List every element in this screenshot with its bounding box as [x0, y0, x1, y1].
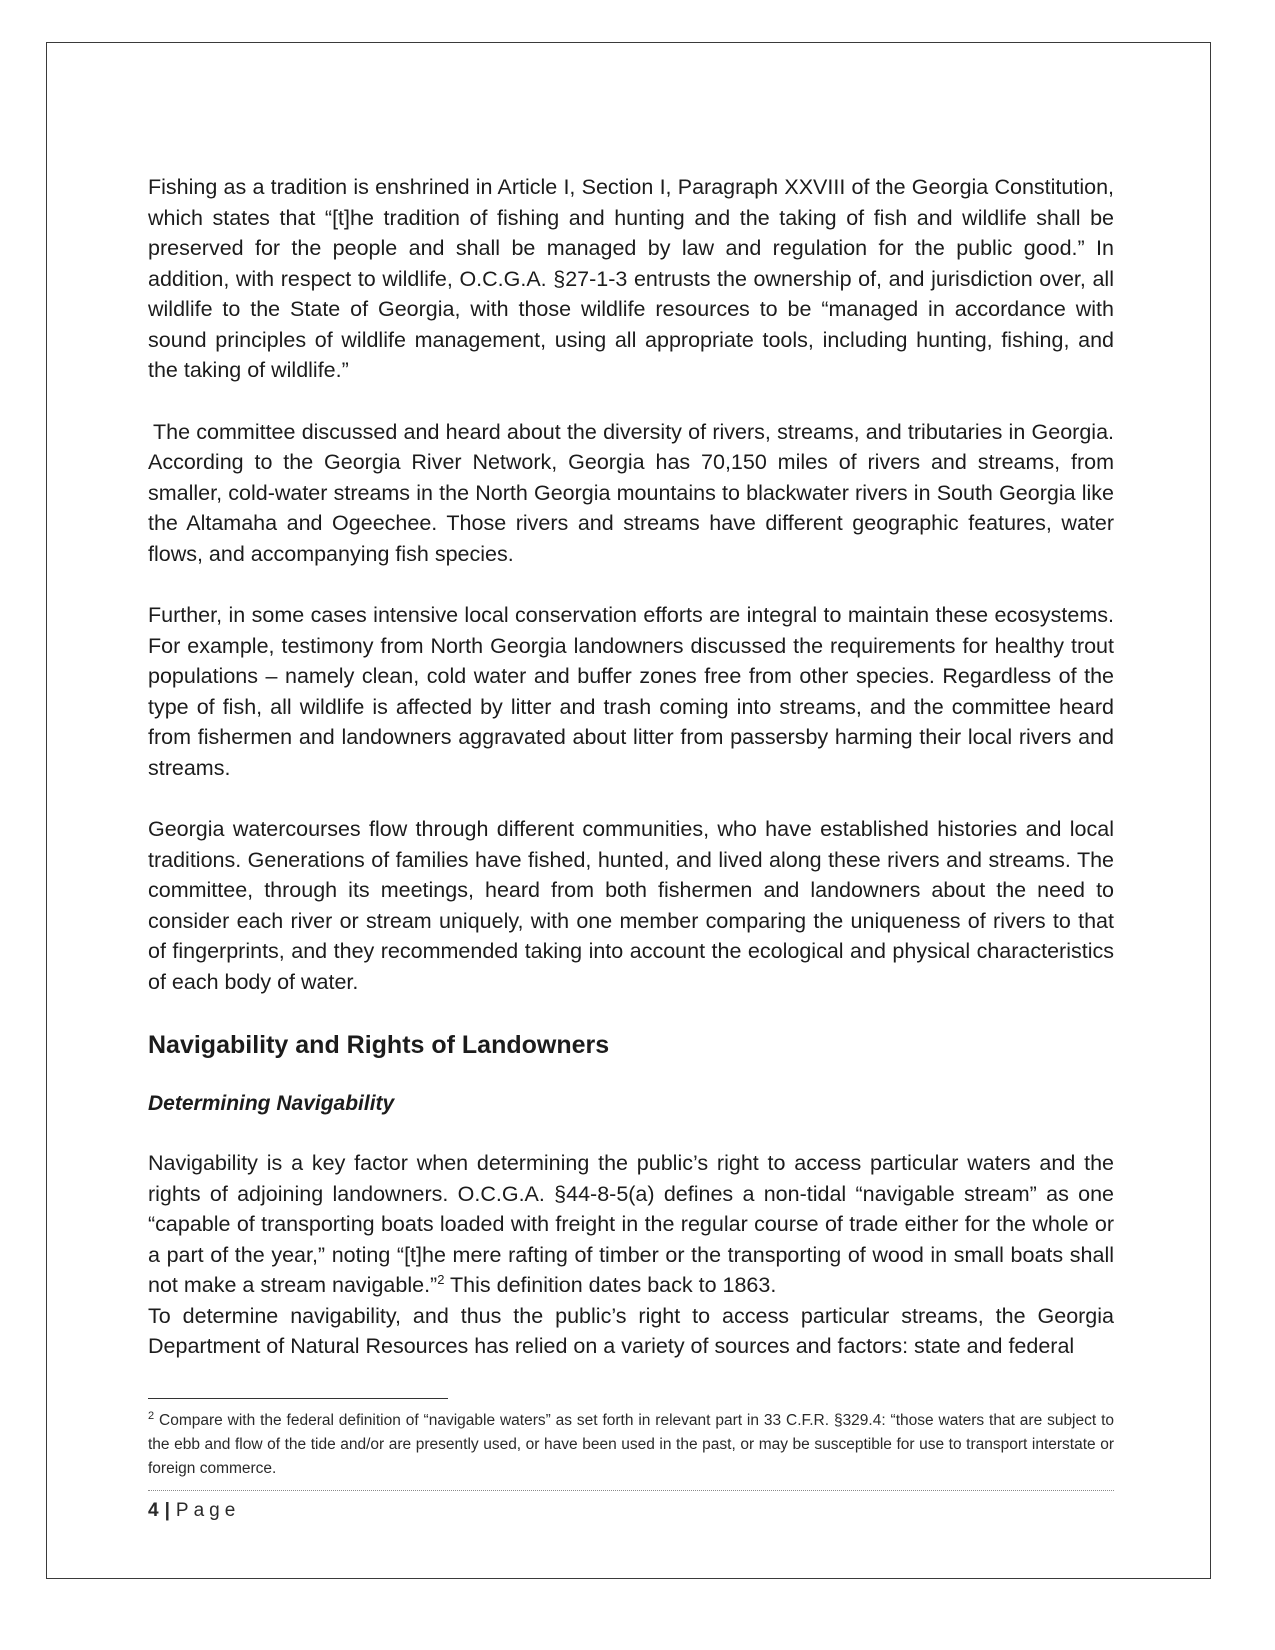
paragraph-river-diversity: The committee discussed and heard about the diversity of rivers, streams, and tributaries in Georgia. According to the Georgia River Network, Georgia has 70,150 miles of rivers and streams, from smaller, cold-water streams in the North Georgia mountains to blackwater rivers in South Georgia like the Altamaha and Ogeechee. Those rivers and streams have different geographic features, water flows, and accompanying fish species.: [148, 419, 1114, 566]
footnote-marker: 2: [148, 1409, 155, 1422]
footnote: [148, 1409, 1114, 1481]
section-heading: Navigability and Rights of Landowners: [148, 1031, 610, 1059]
footer-divider: [148, 1490, 1114, 1491]
page-footer: [148, 1498, 240, 1524]
page-label: Page: [175, 1500, 241, 1521]
page-number: 4: [148, 1500, 159, 1521]
subsection-heading: Determining Navigability: [148, 1092, 395, 1115]
paragraph-fishing-tradition: Fishing as a tradition is enshrined in Article I, Section I, Paragraph XXVIII of the Georgia Constitution, which states that “[t]he tradition of fishing and hunting and the taking of fish and wildlife shall be preserved for the people and shall be managed by law and regulation for the public good.” In addition, with respect to wildlife, O.C.G.A. §27-1-3 entrusts the ownership of, and jurisdiction over, all wildlife to the State of Georgia, with those wildlife resources to be “managed in accordance with sound principles of wildlife management, using all appropriate tools, including hunting, fishing, and the taking of wildlife.”: [148, 175, 1114, 382]
paragraph-navigability: [148, 1148, 1114, 1301]
footnote-reference[interactable]: 2: [437, 1271, 445, 1287]
navigability-text-continued: This definition dates back to 1863.: [444, 1273, 777, 1297]
page-separator: |: [164, 1500, 170, 1521]
paragraph-determine-navigability: To determine navigability, and thus the public’s right to access particular streams, the Georgia Department of Natural Resources has relied on a variety of sources and factors: state and federal: [148, 1303, 1114, 1358]
paragraph-conservation: Further, in some cases intensive local conservation efforts are integral to maintain these ecosystems. For example, testimony from North Georgia landowners discussed the requirements for healthy trout populations – namely clean, cold water and buffer zones free from other species. Regardless of the type of fish, all wildlife is affected by litter and trash coming into streams, and the committee heard from fishermen and landowners aggravated about litter from passersby harming their local rivers and streams.: [148, 603, 1114, 780]
footnote-separator: [148, 1398, 448, 1399]
paragraph-communities: Georgia watercourses flow through different communities, who have established histories and local traditions. Generations of families have fished, hunted, and lived along these rivers and streams. The committee, through its meetings, heard from both fishermen and landowners about the need to consider each river or stream uniquely, with one member comparing the uniqueness of rivers to that of fingerprints, and they recommended taking into account the ecological and physical characteristics of each body of water.: [148, 817, 1114, 994]
footnote-text: Compare with the federal definition of “navigable waters” as set forth in relevant part in 33 C.F.R. §329.4: “those waters that are subject to the ebb and flow of the tide and/or are presently used, or have been used in the past, or may be susceptible for use to transport interstate or foreign commerce.: [148, 1412, 1114, 1477]
document-body: [148, 172, 1114, 1362]
navigability-text: Navigability is a key factor when determining the public’s right to access particular waters and the rights of adjoining landowners. O.C.G.A. §44-8-5(a) defines a non-tidal “navigable stream” as one “capable of transporting boats loaded with freight in the regular course of trade either for the whole or a part of the year,” noting “[t]he mere rafting of timber or the transporting of wood in small boats shall not make a stream navigable.”: [148, 1151, 1114, 1297]
